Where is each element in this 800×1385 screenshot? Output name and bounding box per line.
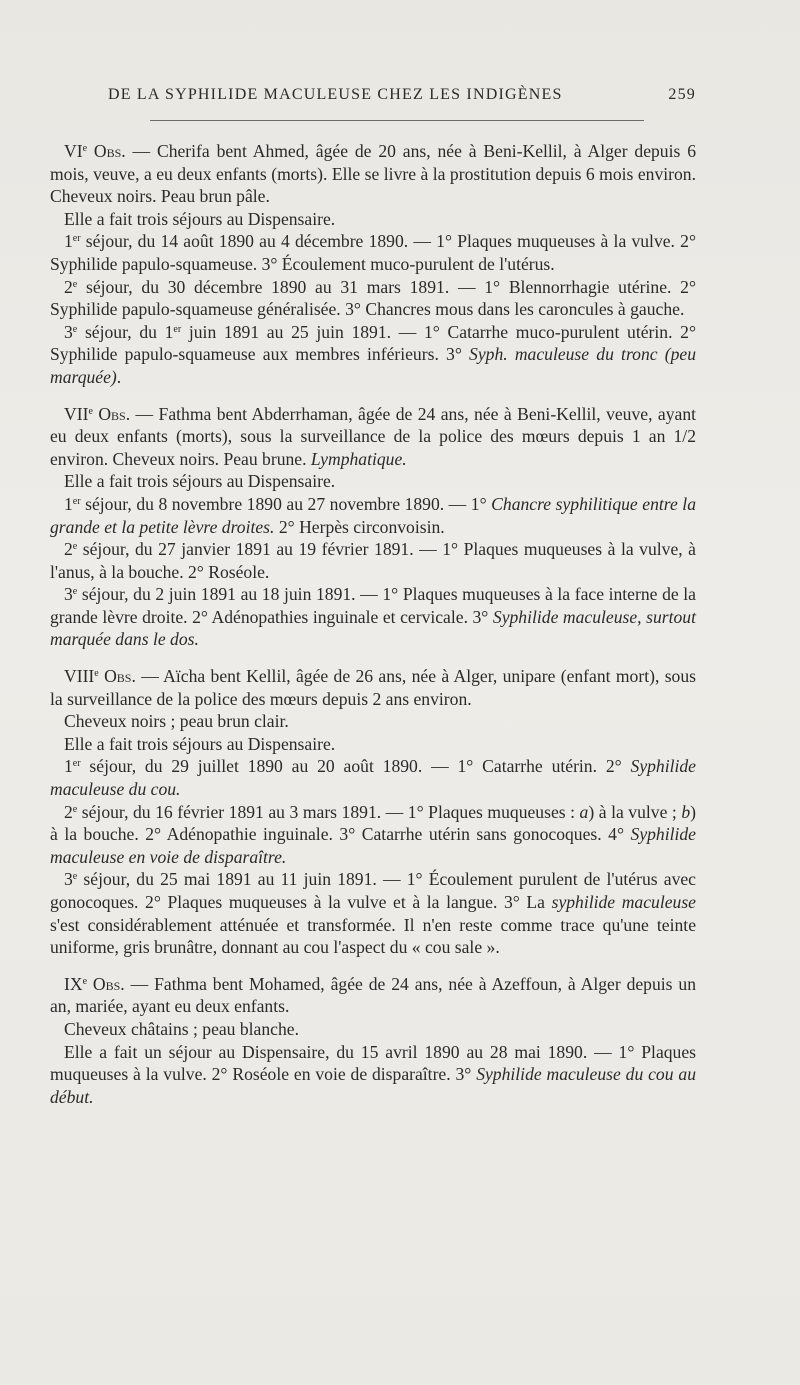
text-run: séjour, du 1	[77, 321, 174, 342]
text-run: 1	[64, 493, 73, 514]
observation-paragraph	[50, 755, 696, 800]
text-run: s'est considérablement atténuée et transformée. Il n'en reste comme trace qu'une teinte uniforme, gris brunâtre, donnant au cou l'aspect du « cou sale ».	[50, 914, 696, 958]
italic-text: Syph. maculeuse du tronc (peu marquée)	[50, 344, 696, 387]
ordinal-suffix: e	[72, 278, 78, 290]
text-run: Elle a fait un séjour au Dispensaire, du 15 avril 1890 au 28 mai 1890. — 1° Plaques muqueuses à la vulve. 2° Roséole en voie de disparaître. 3°	[50, 1041, 696, 1085]
text-run: séjour, du 14 août 1890 au 4 décembre 1890. — 1° Plaques muqueuses à la vulve. 2° Syphilide papulo-squameuse. 3° Écoulement muco-purulent de l'utérus.	[50, 231, 696, 274]
text-run: 2	[64, 276, 73, 297]
observation-intro	[50, 403, 696, 471]
text-run: ) à la vulve ;	[588, 801, 682, 822]
italic-text: Syphilide maculeuse, surtout marquée dans le dos.	[50, 606, 696, 650]
observation-block	[50, 403, 696, 652]
text-run: séjour, du 25 mai 1891 au 11 juin 1891. — 1° Écoulement purulent de l'utérus avec gonocoques. 2° Plaques muqueuses à la vulve et à la langue. 3° La	[50, 869, 696, 912]
ordinal-suffix: er	[72, 758, 81, 770]
running-title: DE LA SYPHILIDE MACULEUSE CHEZ LES INDIGÈNES	[108, 86, 563, 103]
ordinal-suffix: e	[72, 803, 78, 815]
observation-intro	[50, 973, 696, 1018]
header-rule	[150, 120, 644, 121]
observation-paragraph	[50, 1041, 696, 1109]
text-run: 1	[64, 231, 73, 252]
ordinal-suffix: e	[72, 323, 78, 335]
text-run: 3	[64, 869, 73, 890]
text-run: 3	[64, 584, 73, 605]
observation-intro	[50, 665, 696, 710]
text-run: séjour, du 29 juillet 1890 au 20 août 1890. — 1° Catarrhe utérin. 2°	[80, 756, 631, 777]
italic-text: Syphilide maculeuse du cou au début.	[50, 1064, 696, 1107]
observation-label: Obs.	[87, 141, 126, 161]
observation-paragraph	[50, 321, 696, 389]
italic-text: Syphilide maculeuse du cou.	[50, 756, 696, 800]
observation-block	[50, 140, 696, 389]
italic-text: Chancre syphilitique entre la grande et la petite lèvre droites.	[50, 493, 696, 537]
text-run: Cheveux noirs ; peau brun clair.	[64, 711, 289, 732]
observation-block	[50, 973, 696, 1109]
observation-paragraph	[50, 710, 696, 733]
text-run: 3	[64, 321, 73, 342]
observation-paragraph	[50, 733, 696, 756]
text-run: séjour, du 2 juin 1891 au 18 juin 1891. — 1° Plaques muqueuses à la face interne de la grande lèvre droite. 2° Adénopathies inguinale et cervicale. 3°	[50, 584, 696, 627]
observations-body	[50, 140, 696, 1108]
page-number: 259	[668, 86, 696, 103]
text-run: .	[116, 366, 122, 387]
observation-number: VIe	[64, 141, 88, 161]
text-run: séjour, du 8 novembre 1890 au 27 novembre 1890. — 1°	[80, 493, 492, 514]
ordinal-suffix: er	[72, 495, 81, 507]
observation-number: VIIIe	[64, 666, 99, 687]
italic-text: Syphilide maculeuse en voie de disparaître.	[50, 824, 696, 867]
observation-paragraph	[50, 230, 696, 275]
observation-intro	[50, 140, 696, 208]
observation-paragraph	[50, 208, 696, 231]
running-header	[108, 86, 696, 104]
text-run: 2	[64, 539, 73, 560]
text-run: Elle a fait trois séjours au Dispensaire.	[64, 471, 336, 492]
italic-text: syphilide maculeuse	[551, 892, 696, 912]
text-run: juin 1891 au 25 juin 1891. — 1° Catarrhe muco-purulent utérin. 2° Syphilide papulo-squameuse aux membres inférieurs. 3°	[50, 321, 696, 365]
text-run: Elle a fait trois séjours au Dispensaire.	[64, 208, 336, 229]
ordinal-suffix: e	[72, 541, 78, 553]
italic-text: a	[579, 801, 589, 822]
observation-label: Obs.	[98, 666, 136, 687]
text-run: Elle a fait trois séjours au Dispensaire.	[64, 733, 336, 754]
text-run: ) à la bouche. 2° Adénopathie inguinale. 3° Catarrhe utérin sans gonocoques. 4°	[50, 801, 696, 845]
observation-paragraph	[50, 276, 696, 321]
text-run: séjour, du 16 février 1891 au 3 mars 1891. — 1° Plaques muqueuses :	[77, 801, 580, 822]
italic-text: b	[681, 801, 691, 822]
italic-text: Lymphatique.	[310, 448, 407, 469]
text-run: Cheveux châtains ; peau blanche.	[64, 1018, 299, 1039]
text-run: — Aïcha bent Kellil, âgée de 26 ans, née à Alger, unipare (enfant mort), sous la surveillance de la police des mœurs depuis 2 ans environ.	[50, 666, 696, 709]
ordinal-suffix: e	[72, 871, 78, 883]
text-run: — Fathma bent Abderrhaman, âgée de 24 ans, née à Beni-Kellil, veuve, ayant eu deux enfants (morts), sous la surveillance de la police des mœurs depuis 1 an 1/2 environ. Cheveux noirs. Peau brune.	[50, 403, 697, 469]
text-run: 2	[64, 801, 73, 822]
ordinal-suffix: er	[173, 323, 182, 335]
observation-paragraph	[50, 1018, 696, 1041]
observation-paragraph	[50, 470, 696, 493]
text-run: 1	[64, 756, 73, 777]
text-run: 2° Herpès circonvoisin.	[274, 516, 445, 537]
ordinal-suffix: e	[72, 586, 78, 598]
observation-paragraph	[50, 493, 696, 538]
text-run: séjour, du 27 janvier 1891 au 19 février 1891. — 1° Plaques muqueuses à la vulve, à l'anus, à la bouche. 2° Roséole.	[50, 539, 696, 582]
text-run: — Fathma bent Mohamed, âgée de 24 ans, née à Azeffoun, à Alger depuis un an, mariée, ayant eu deux enfants.	[50, 973, 696, 1017]
observation-paragraph	[50, 538, 696, 583]
text-run: séjour, du 30 décembre 1890 au 31 mars 1891. — 1° Blennorrhagie utérine. 2° Syphilide papulo-squameuse généralisée. 3° Chancres mous dans les caroncules à gauche.	[50, 276, 696, 320]
observation-label: Obs.	[92, 403, 131, 424]
observation-label: Obs.	[87, 973, 125, 994]
observation-block	[50, 665, 696, 959]
observation-paragraph	[50, 868, 696, 958]
observation-number: VIIe	[64, 403, 93, 424]
observation-number: IXe	[64, 973, 88, 994]
text-run: — Cherifa bent Ahmed, âgée de 20 ans, née à Beni-Kellil, à Alger depuis 6 mois, veuve, a eu deux enfants (morts). Elle se livre à la prostitution depuis 6 mois environ. Cheveux noirs. Peau brun pâle.	[50, 141, 696, 207]
observation-paragraph	[50, 583, 696, 651]
observation-paragraph	[50, 801, 696, 869]
ordinal-suffix: er	[72, 233, 81, 245]
